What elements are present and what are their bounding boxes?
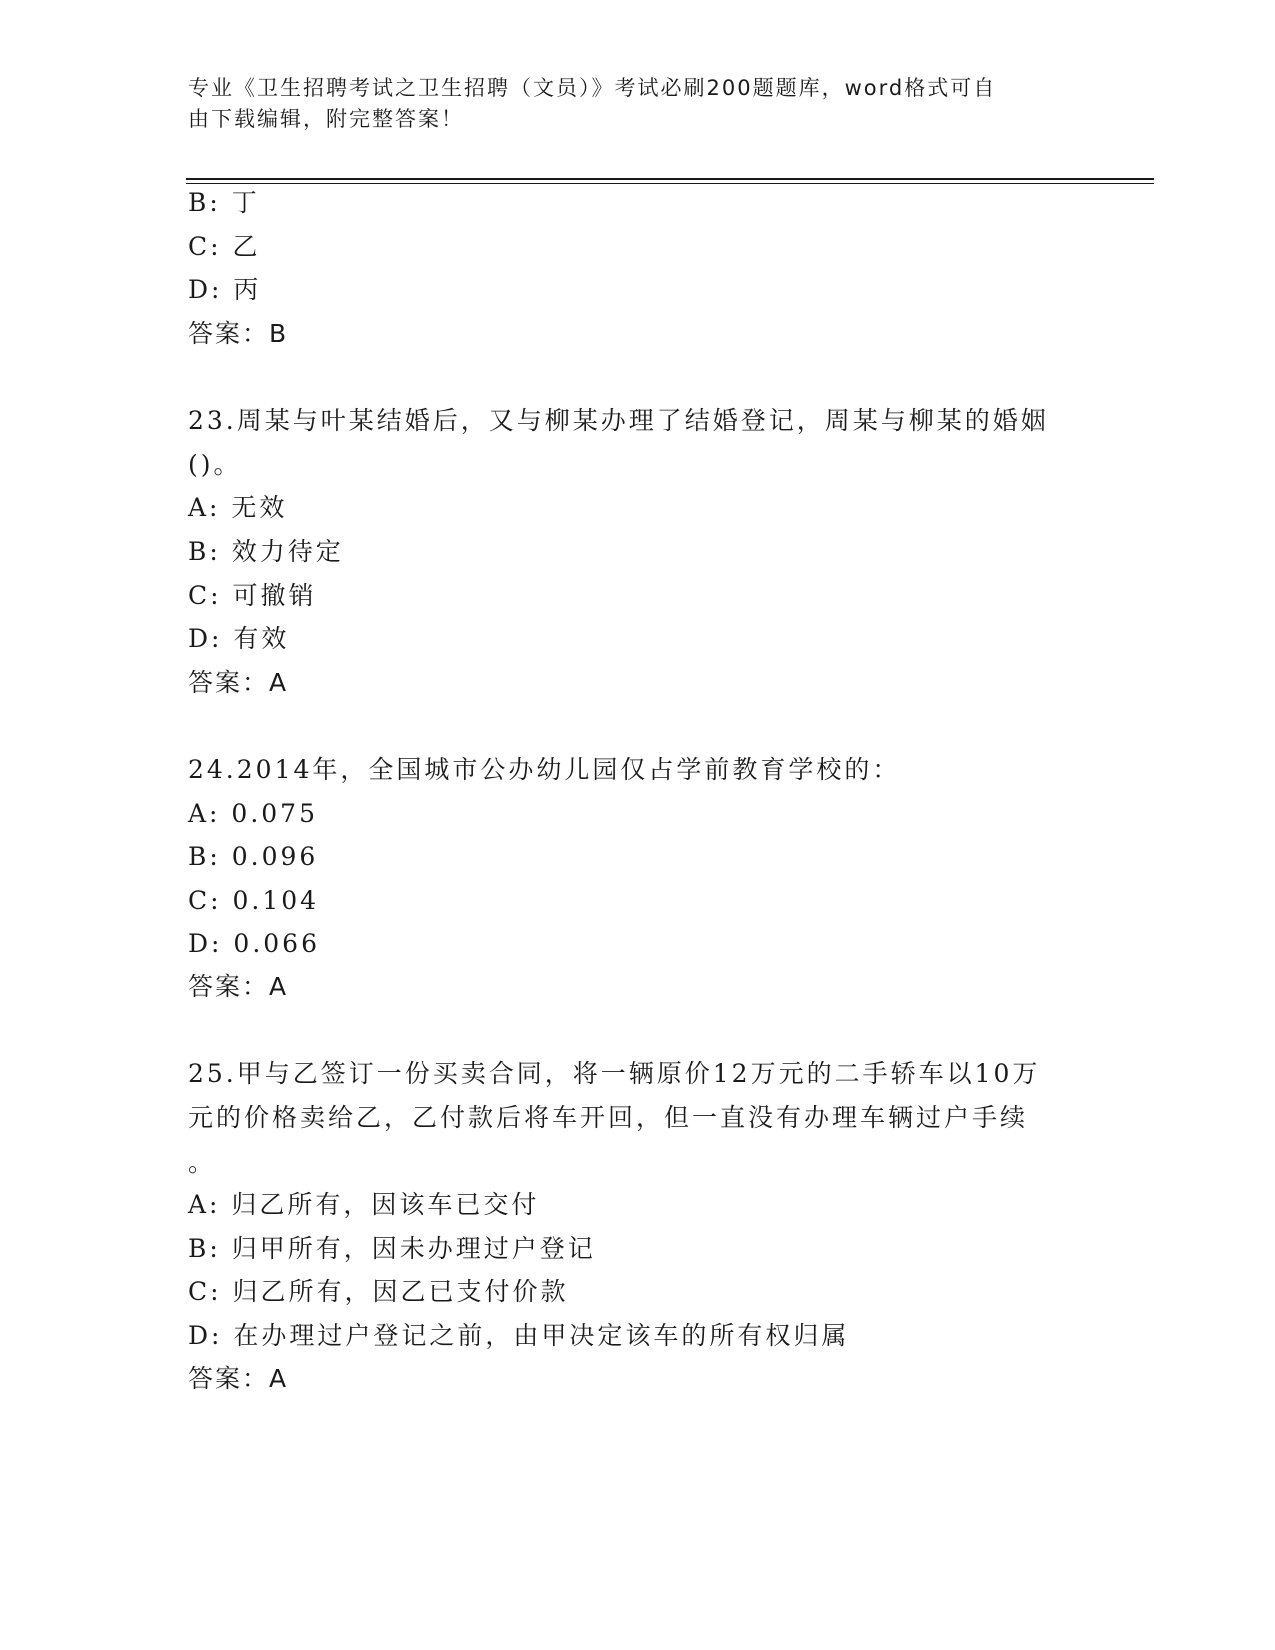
q23-option-d: D: 有效: [188, 624, 290, 653]
q25-stem-line-1: 25.甲与乙签订一份买卖合同，将一辆原价12万元的二手轿车以10万: [188, 1059, 1041, 1088]
q22-answer: 答案：B: [188, 319, 289, 348]
header-divider-thin: [186, 183, 1154, 184]
q22-option-d: D: 丙: [188, 275, 262, 304]
q25-option-b: B: 归甲所有，因未办理过户登记: [188, 1234, 596, 1263]
header-divider-thick: [186, 178, 1154, 180]
q25-answer: 答案：A: [188, 1364, 289, 1393]
q25-option-a: A: 归乙所有，因该车已交付: [188, 1190, 540, 1219]
q25-option-c: C: 归乙所有，因乙已支付价款: [188, 1277, 569, 1306]
header-line-1: 专业《卫生招聘考试之卫生招聘（文员）》考试必刷200题题库，word格式可自: [188, 76, 997, 100]
q25-stem-line-3: 。: [188, 1148, 217, 1177]
q25-option-d: D: 在办理过户登记之前，由甲决定该车的所有权归属: [188, 1321, 850, 1350]
q24-answer: 答案：A: [188, 972, 289, 1001]
q23-option-c: C: 可撤销: [188, 581, 317, 610]
q23-stem-line-2: ()。: [188, 450, 242, 479]
q24-option-b: B: 0.096: [188, 842, 319, 871]
q23-option-a: A: 无效: [188, 493, 288, 522]
q24-option-c: C: 0.104: [188, 886, 320, 915]
q24-option-a: A: 0.075: [188, 799, 318, 828]
q22-option-c: C: 乙: [188, 232, 261, 261]
q23-answer: 答案：A: [188, 668, 289, 697]
q22-option-b: B: 丁: [188, 188, 260, 217]
header-line-2: 由下载编辑，附完整答案！: [188, 107, 464, 131]
q24-option-d: D: 0.066: [188, 929, 320, 958]
q25-stem-line-2: 元的价格卖给乙，乙付款后将车开回，但一直没有办理车辆过户手续: [188, 1103, 1029, 1132]
q24-stem-line-1: 24.2014年，全国城市公办幼儿园仅占学前教育学校的：: [188, 755, 901, 784]
q23-option-b: B: 效力待定: [188, 537, 344, 566]
document-header: [188, 73, 1068, 135]
q23-stem-line-1: 23.周某与叶某结婚后，又与柳某办理了结婚登记，周某与柳某的婚姻: [188, 406, 1049, 435]
